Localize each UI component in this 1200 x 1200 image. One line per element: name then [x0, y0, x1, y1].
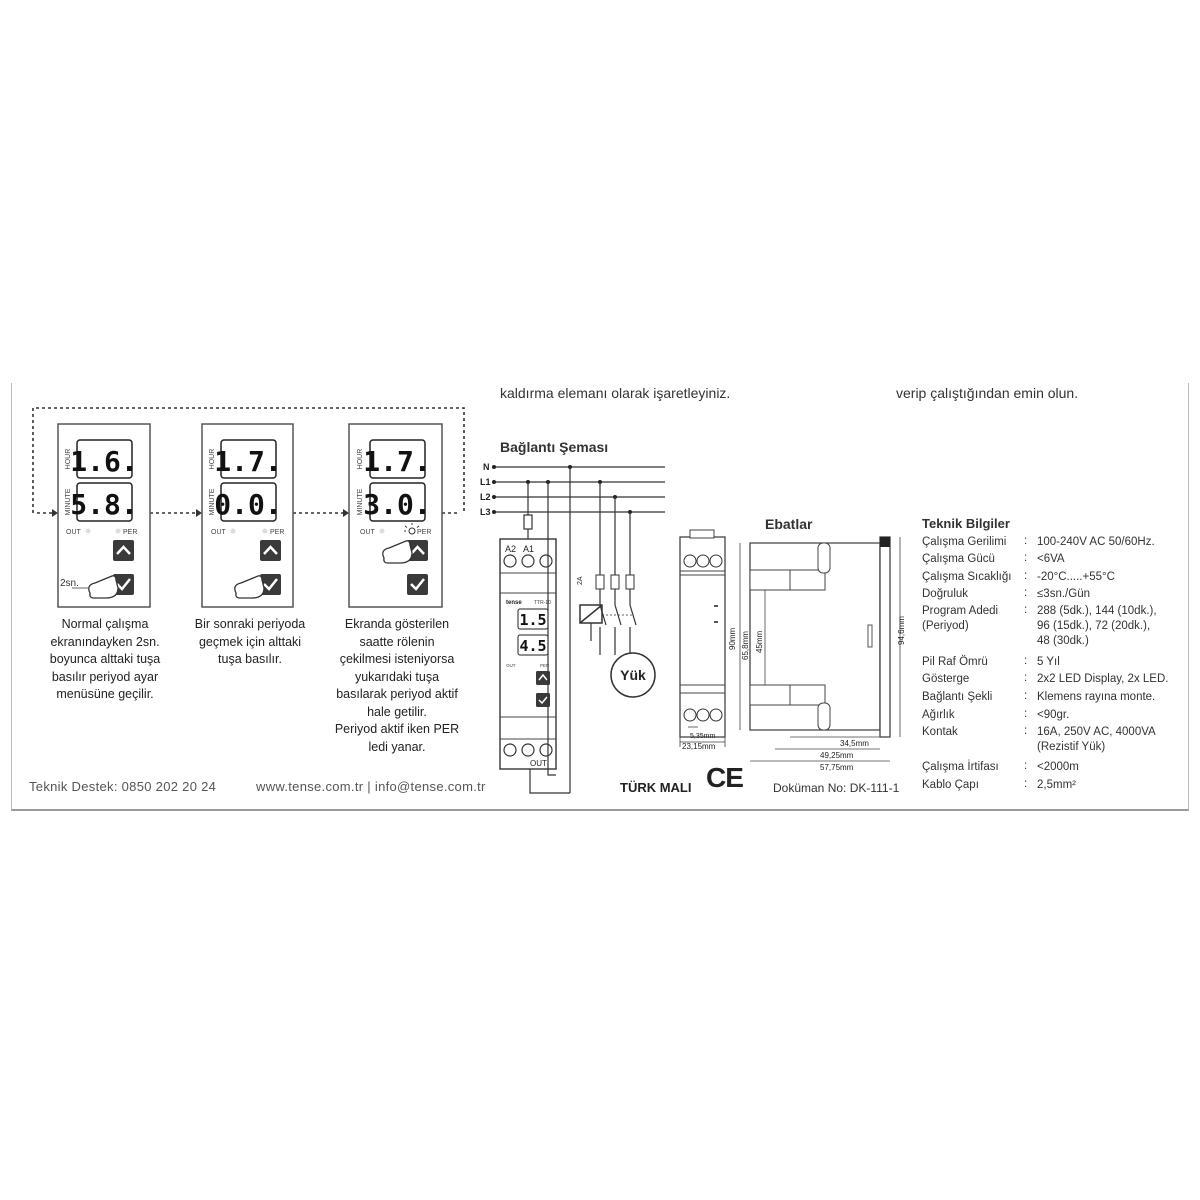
- spec-label: Ağırlık: [922, 709, 955, 721]
- caption-2: Bir sonraki periyoda geçmek için alttaki tuşa basılır.: [194, 617, 306, 666]
- caption-1: Normal çalışma ekranındayken 2sn. boyunca alttaki tuşa basılır periyod ayar menüsüne geçilir.: [49, 617, 161, 701]
- panel-2-hour: 1.7.: [214, 445, 282, 478]
- spec-label: Bağlantı Şekli: [922, 691, 993, 703]
- panel-1-hold-label: 2sn.: [60, 578, 79, 589]
- spec-colon: :: [1024, 552, 1028, 564]
- panel-3-out-label: OUT: [360, 529, 375, 536]
- module-hour-display: 1.5: [519, 611, 547, 629]
- dimensions-title: Ebatlar: [765, 516, 813, 532]
- module-out-label: OUT: [506, 663, 516, 668]
- spec-colon: :: [1024, 690, 1028, 702]
- panel-3-per-label: PER: [417, 529, 432, 536]
- wiring-title: Bağlantı Şeması: [500, 439, 609, 455]
- panel-2-out-label: OUT: [211, 529, 226, 536]
- ce-mark-icon: CE: [706, 762, 743, 793]
- spec-value: <6VA: [1037, 553, 1065, 565]
- spec-value: 16A, 250V AC, 4000VA (Rezistif Yük): [1037, 726, 1156, 753]
- spec-colon: :: [1024, 760, 1028, 772]
- spec-colon: :: [1024, 604, 1028, 616]
- panel-1-per-label: PER: [123, 529, 138, 536]
- spec-label: Pil Raf Ömrü: [922, 656, 988, 668]
- panel-1-out-label: OUT: [66, 529, 81, 536]
- dim-23-15: 23,15mm: [682, 742, 716, 751]
- panel-2: [202, 424, 293, 607]
- spec-colon: :: [1024, 570, 1028, 582]
- spec-label: Çalışma Gücü: [922, 553, 995, 565]
- spec-label: Çalışma İrtifası: [922, 761, 999, 773]
- dim-94-6: 94,6mm: [897, 616, 906, 645]
- panel-3-minute: 3.0.: [363, 488, 431, 521]
- spec-value: <90gr.: [1037, 709, 1070, 721]
- spec-label: Program Adedi (Periyod): [922, 605, 999, 632]
- dim-45: 45mm: [755, 630, 764, 653]
- spec-value: 2x2 LED Display, 2x LED.: [1037, 673, 1169, 685]
- panel-3-hour: 1.7.: [363, 445, 431, 478]
- footer-web: www.tense.com.tr | info@tense.com.tr: [256, 779, 486, 794]
- line-l3-label: L3: [480, 507, 491, 517]
- spec-colon: :: [1024, 725, 1028, 737]
- dim-5-35: 5,35mm: [690, 733, 716, 740]
- spec-label: Çalışma Sıcaklığı: [922, 571, 1012, 583]
- line-n-label: N: [483, 462, 490, 472]
- panel-1-hour-label: HOUR: [65, 448, 72, 470]
- top-note-left: kaldırma elemanı olarak işaretleyiniz.: [500, 385, 731, 401]
- top-note-right: verip çalıştığından emin olun.: [896, 385, 1079, 401]
- spec-colon: :: [1024, 655, 1028, 667]
- spec-value: ≤3sn./Gün: [1037, 588, 1090, 600]
- module-brand: tense: [506, 600, 522, 606]
- panel-3-ok-button: [407, 574, 428, 595]
- panel-3-hour-label: HOUR: [357, 448, 364, 470]
- dim-34-5: 34,5mm: [840, 739, 869, 748]
- panel-2-hour-label: HOUR: [209, 448, 216, 470]
- spec-label: Gösterge: [922, 673, 970, 685]
- panel-1-hour: 1.6.: [70, 445, 138, 478]
- panel-2-per-label: PER: [270, 529, 285, 536]
- panel-2-up-button: [260, 540, 281, 561]
- line-l1-label: L1: [480, 477, 491, 487]
- spec-colon: :: [1024, 708, 1028, 720]
- module-per-label: PER: [540, 663, 550, 668]
- spec-label: Kontak: [922, 726, 958, 738]
- dim-90: 90mm: [728, 627, 737, 650]
- panel-1: [58, 424, 150, 607]
- panel-1-minute-label: MINUTE: [65, 488, 72, 516]
- spec-value: 5 Yıl: [1037, 656, 1060, 668]
- panel-2-minute: 0.0.: [214, 488, 282, 521]
- module-output-label: OUT: [530, 759, 547, 768]
- dim-57-75: 57,75mm: [820, 763, 854, 772]
- panel-3: [349, 424, 442, 607]
- spec-colon: :: [1024, 535, 1028, 547]
- dim-65-8: 65,8mm: [741, 631, 750, 660]
- arrow-head-2: [196, 509, 202, 517]
- made-in-turkey: TÜRK MALI: [620, 780, 692, 795]
- arrow-head-3: [343, 509, 349, 517]
- fuse-label: 2A: [577, 576, 584, 585]
- panel-1-minute: 5.8.: [70, 488, 138, 521]
- panel-2-minute-label: MINUTE: [209, 488, 216, 516]
- spec-value: Klemens rayına monte.: [1037, 691, 1156, 703]
- footer-support: Teknik Destek: 0850 202 20 24: [29, 779, 217, 794]
- panel-3-minute-label: MINUTE: [357, 488, 364, 516]
- per-led-on-icon: [409, 528, 415, 534]
- terminal-a2-label: A2: [505, 544, 517, 554]
- load-label: Yük: [620, 667, 646, 683]
- spec-value: 2,5mm²: [1037, 779, 1076, 791]
- spec-label: Kablo Çapı: [922, 779, 979, 791]
- spec-value: -20°C.....+55°C: [1037, 571, 1115, 583]
- spec-label: Doğruluk: [922, 588, 969, 600]
- line-l2-label: L2: [480, 492, 491, 502]
- doc-number: Doküman No: DK-111-1: [773, 781, 900, 795]
- caption-3: Ekranda gösterilen saatte rölenin çekilmesi isteniyorsa yukarıdaki tuşa basılarak periyod aktif hale getilir. Periyod aktif iken PER ledi yanar.: [334, 617, 460, 754]
- spec-label: Çalışma Gerilimi: [922, 536, 1007, 548]
- spec-colon: :: [1024, 672, 1028, 684]
- spec-colon: :: [1024, 778, 1028, 790]
- spec-value: 288 (5dk.), 144 (10dk.), 96 (15dk.), 72 (20dk.), 48 (30dk.): [1037, 605, 1157, 647]
- terminal-a1-label: A1: [523, 544, 535, 554]
- arrow-head-1: [52, 509, 58, 517]
- module-minute-display: 4.5: [519, 637, 547, 655]
- panel-1-up-button: [113, 540, 134, 561]
- dimensions-diagram: [670, 525, 915, 775]
- module-model: TTR-10: [534, 600, 551, 606]
- dim-49-25: 49,25mm: [820, 751, 854, 760]
- spec-value: 100-240V AC 50/60Hz.: [1037, 536, 1155, 548]
- spec-value: <2000m: [1037, 761, 1079, 773]
- specs-title: Teknik Bilgiler: [922, 516, 1010, 531]
- wiring-diagram: [470, 455, 670, 800]
- spec-colon: :: [1024, 587, 1028, 599]
